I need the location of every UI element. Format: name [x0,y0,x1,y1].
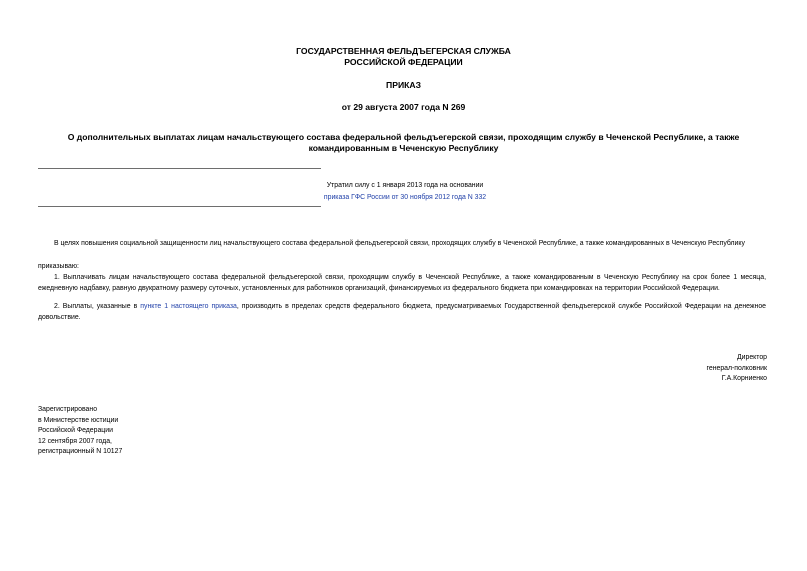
document-title-line1: О дополнительных выплатах лицам начальствующего состава федеральной фельдъегерской связи, проходящим службу в Чеченской Республике, а также [67,132,740,142]
order-item-2-prefix: 2. Выплаты, указанные в [54,303,141,310]
status-note-link[interactable]: приказа ГФС России от 30 ноября 2012 года N 332 [323,194,487,201]
status-note-text: Утратил силу с 1 января 2013 года на основании [326,182,484,189]
order-item-2 [38,301,766,323]
order-item-1: 1. Выплачивать лицам начальствующего состава федеральной фельдъегерской связи, проходящим службу в Чеченской Республике, а также командированным в Чеченскую Республику на срок более 1 месяца, ежедневную надбавку, равную двукратному размеру суточных, установленных для работников организаций, финансируемых из федерального бюджета при командировках на территории Российской Федерации. [38,274,766,292]
signature-rank: генерал-полковник [706,364,767,372]
org-name-line1: ГОСУДАРСТВЕННАЯ ФЕЛЬДЪЕГЕРСКАЯ СЛУЖБА [296,46,511,56]
order-item-2-suffix: , производить в пределах средств федерального бюджета, предусматриваемых Государственной фельдъегерской службе Российской Федерации на денежное довольствие. [38,303,766,321]
document-type: ПРИКАЗ [386,80,421,90]
registration-line4: 12 сентября 2007 года, [38,437,112,445]
divider-top [38,168,321,169]
org-name-line2: РОССИЙСКОЙ ФЕДЕРАЦИИ [344,57,463,67]
document-date: от 29 августа 2007 года N 269 [341,102,466,112]
registration-line3: Российской Федерации [38,427,113,434]
divider-bottom [38,206,321,207]
signature-name: Г.А.Корниенко [721,375,767,382]
order-word: приказываю: [38,263,79,270]
signature-position: Директор [736,354,767,361]
registration-block [38,405,288,458]
registration-line2: в Министерстве юстиции [38,416,119,424]
signature-block [567,353,767,385]
registration-line5: регистрационный N 10127 [38,448,123,455]
order-item-2-link[interactable]: пункте 1 настоящего приказа [140,303,237,310]
document-title-line2: командированным в Чеченскую Республику [308,143,499,153]
preamble-paragraph: В целях повышения социальной защищенности лиц начальствующего состава федеральной фельдъегерской связи, проходящих службу в Чеченской Республике, а также командированных в Чеченскую Республику [54,240,745,247]
status-note [230,180,580,204]
registration-line1: Зарегистрировано [38,406,98,413]
